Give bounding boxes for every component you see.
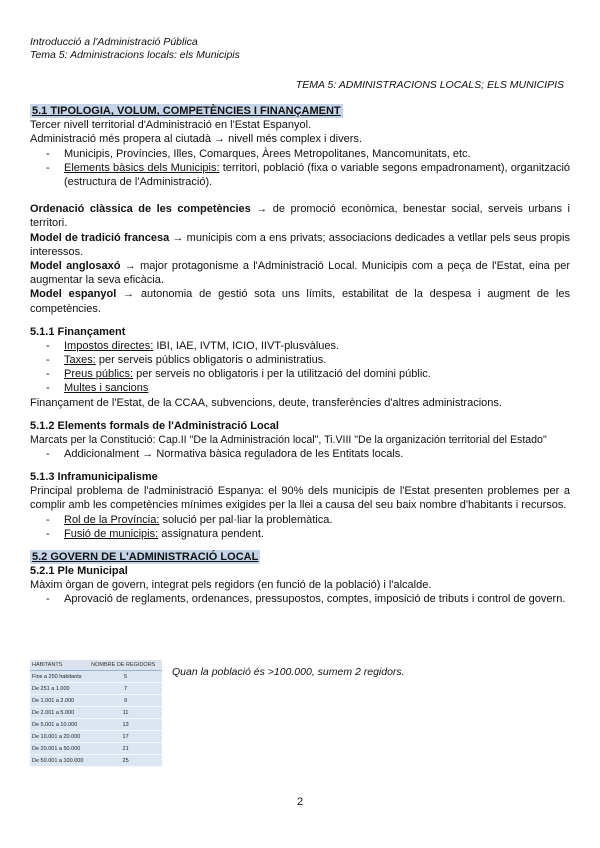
table-row: De 10.001 a 20.000 17	[30, 731, 162, 743]
table-row: De 251 a 1.000 7	[30, 683, 162, 695]
paragraph: Administració més propera al ciutadà → nivell més complex i divers.	[30, 133, 362, 146]
list-item: - Taxes: per serveis públics obligatoris o administratius.	[64, 353, 570, 367]
paragraph: Tercer nivell territorial d'Administració en l'Estat Espanyol.	[30, 119, 312, 132]
section-5-1	[30, 104, 570, 316]
section-5-1-2	[30, 419, 570, 461]
section-5-2	[30, 550, 570, 606]
paragraph: Finançament de l'Estat, de la CCAA, subvencions, deute, transferències d'altres administracions.	[30, 396, 502, 409]
table-row: De 1.001 a 2.000 9	[30, 695, 162, 707]
section-heading: 5.1 TIPOLOGIA, VOLUM, COMPETÈNCIES I FINANÇAMENT	[32, 105, 341, 118]
subsection-heading: 5.1.3 Inframunicipalisme	[30, 471, 158, 484]
page-title: TEMA 5: ADMINISTRACIONS LOCALS; ELS MUNICIPIS	[295, 79, 564, 91]
table-header-row	[30, 660, 162, 671]
page-number: 2	[296, 796, 304, 808]
list-item: - Fusió de municipis: assignatura pendent.	[64, 527, 570, 541]
paragraph: Marcats per la Constitució: Cap.II "De la Administración local", Ti.VIII "De la organización territorial del Estado"	[30, 433, 547, 446]
table-row: De 2.001 a 5.000 11	[30, 707, 162, 719]
list-item: - Addicionalment → Normativa bàsica reguladora de les Entitats locals.	[64, 447, 570, 461]
regidors-table-wrapper	[30, 660, 162, 767]
bullet-list	[30, 513, 570, 541]
list-item: - Municipis, Províncies, Illes, Comarques, Àrees Metropolitanes, Mancomunitats, etc.	[64, 147, 570, 161]
bullet-list	[30, 592, 570, 606]
subsection-heading: 5.1.1 Finançament	[30, 325, 126, 338]
bullet-list	[30, 147, 570, 190]
list-item: - Aprovació de reglaments, ordenances, pressupostos, comptes, imposició de tributs i control de govern.	[64, 592, 570, 606]
table-row: De 50.001 a 100.000 25	[30, 755, 162, 767]
regidors-table	[30, 660, 162, 767]
paragraph: Model de tradició francesa → municipis com a ens privats; associacions dedicades a vetllar pels seus propis interessos.	[30, 231, 570, 258]
section-5-1-3	[30, 470, 570, 541]
table-row: De 20.001 a 50.000 21	[30, 743, 162, 755]
list-item: - Elements bàsics dels Municipis: territori, població (fixa o variable segons empadronament), organització (estructura de l'Administració).	[64, 161, 570, 189]
paragraph: Model anglosaxó → major protagonisme a l'Administració Local. Municipis com a peça de l'Estat, eina per augmentar la seva eficàcia.	[30, 260, 570, 287]
bullet-list	[30, 447, 570, 461]
table-row: Fins a 250 habitants 5	[30, 671, 162, 683]
bullet-list	[30, 339, 570, 396]
paragraph: Model espanyol → autonomia de gestió sota uns límits, estabilitat de la despesa i augment de les competències.	[30, 288, 570, 315]
header-topic: Tema 5: Administracions locals: els Municipis	[30, 49, 240, 61]
list-item: - Impostos directes: IBI, IAE, IVTM, ICIO, IIVT-plusvàlues.	[64, 339, 570, 353]
paragraph: Principal problema de l'administració Espanya: el 90% dels municipis de l'Estat presenten problemes per a complir amb les competències mínimes exigides per la llei a causa del seu baix nombre d'habitants i recursos.	[30, 485, 570, 512]
term: Elements bàsics dels Municipis:	[64, 161, 220, 174]
header-course: Introducció a l'Administració Pública	[30, 36, 198, 48]
subsection-heading: 5.1.2 Elements formals de l'Administració Local	[30, 419, 279, 432]
regidors-note: Quan la població és >100.000, sumem 2 regidors.	[172, 666, 405, 678]
paragraph: Ordenació clàssica de les competències → de promoció econòmica, benestar social, serveis urbans i territori.	[30, 203, 570, 230]
column-header: NOMBRE DE REGIDORS	[89, 660, 162, 671]
paragraph: Màxim òrgan de govern, integrat pels regidors (en funció de la població) i l'alcalde.	[30, 579, 432, 592]
list-item: - Rol de la Província: solució per pal·liar la problemàtica.	[64, 513, 570, 527]
list-item: - Multes i sancions	[64, 381, 570, 395]
subsection-heading: 5.2.1 Ple Municipal	[30, 565, 128, 578]
section-heading: 5.2 GOVERN DE L'ADMINISTRACIÓ LOCAL	[32, 551, 259, 564]
document-page	[30, 36, 570, 606]
list-item: - Preus públics: per serveis no obligatoris i per la utilització del domini públic.	[64, 367, 570, 381]
section-5-1-1	[30, 325, 570, 410]
column-header: HABITANTS	[30, 660, 89, 671]
table-row: De 5.001 a 10.000 13	[30, 719, 162, 731]
